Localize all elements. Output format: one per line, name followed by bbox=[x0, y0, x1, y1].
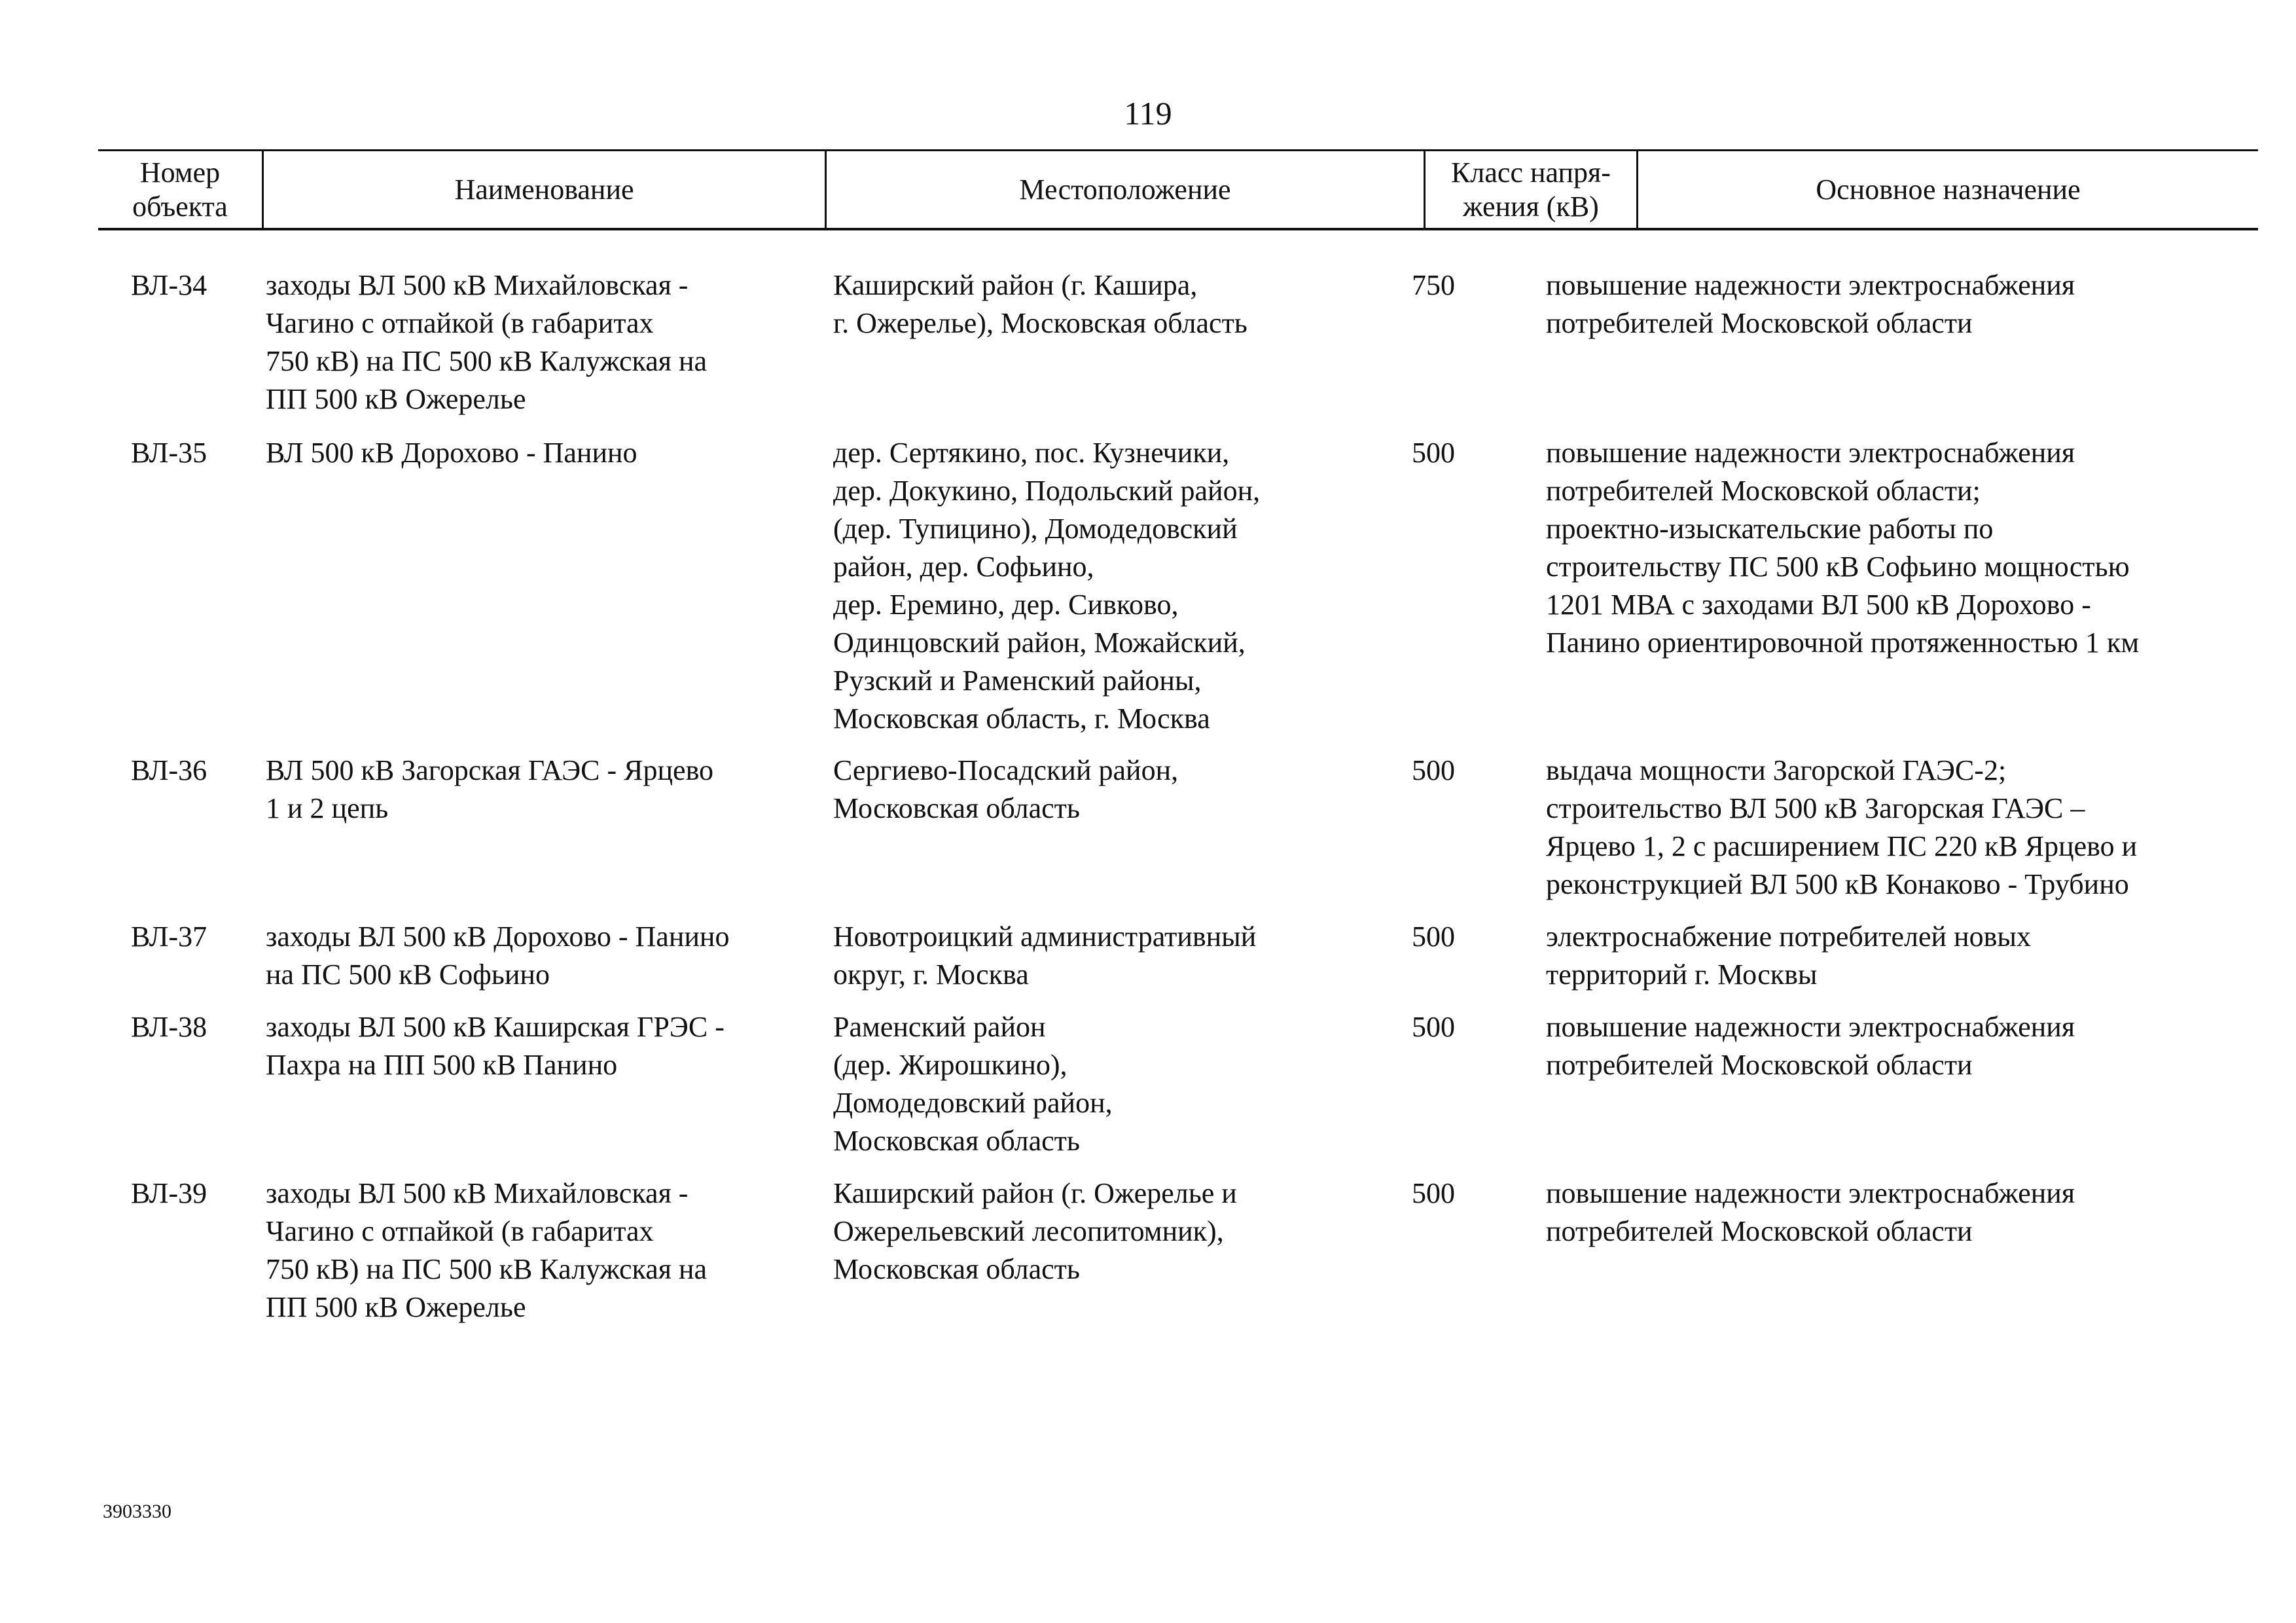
object-name: ВЛ 500 кВ Дорохово - Панино bbox=[266, 437, 637, 469]
header-purpose: Основное назначение bbox=[1816, 173, 2081, 206]
object-location: Новотроицкий административный округ, г. Москва bbox=[833, 921, 1257, 991]
object-number: ВЛ-35 bbox=[131, 437, 207, 469]
object-voltage: 750 bbox=[1412, 269, 1455, 301]
document-code: 3903330 bbox=[103, 1501, 171, 1522]
page-number: 119 bbox=[1124, 95, 1172, 132]
object-purpose: выдача мощности Загорской ГАЭС-2; строительство ВЛ 500 кВ Загорская ГАЭС – Ярцево 1, 2 с расширением ПС 220 кВ Ярцево и реконструкцией ВЛ 500 кВ Конаково - Трубино bbox=[1546, 754, 2138, 900]
object-location: дер. Сертякино, пос. Кузнечики, дер. Докукино, Подольский район, (дер. Тупицино), Домодедовский район, дер. Софьино, дер. Еремино, дер. Сивково, Одинцовский район, Можайский, Рузский и Раменский районы, Московская область, г. Москва bbox=[833, 437, 1261, 735]
object-location: Каширский район (г. Кашира, г. Ожерелье), Московская область bbox=[833, 269, 1247, 339]
object-location: Раменский район (дер. Жирошкино), Домодедовский район, Московская область bbox=[833, 1011, 1113, 1157]
object-purpose: повышение надежности электроснабжения потребителей Московской области bbox=[1546, 269, 2075, 339]
object-number: ВЛ-36 bbox=[131, 754, 207, 786]
object-voltage: 500 bbox=[1412, 754, 1455, 786]
object-name: ВЛ 500 кВ Загорская ГАЭС - Ярцево 1 и 2 цепь bbox=[266, 754, 714, 824]
object-location: Сергиево-Посадский район, Московская область bbox=[833, 754, 1179, 824]
object-location: Каширский район (г. Ожерелье и Ожерельевский лесопитомник), Московская область bbox=[833, 1177, 1237, 1285]
object-voltage: 500 bbox=[1412, 1011, 1455, 1043]
object-name: заходы ВЛ 500 кВ Михайловская - Чагино с отпайкой (в габаритах 750 кВ) на ПС 500 кВ Калужская на ПП 500 кВ Ожерелье bbox=[266, 1177, 708, 1323]
header-name: Наименование bbox=[454, 173, 634, 206]
object-number: ВЛ-38 bbox=[131, 1011, 207, 1043]
object-name: заходы ВЛ 500 кВ Дорохово - Панино на ПС 500 кВ Софьино bbox=[266, 921, 730, 991]
object-purpose: повышение надежности электроснабжения потребителей Московской области bbox=[1546, 1011, 2075, 1081]
header-location: Местоположение bbox=[1019, 173, 1231, 206]
table-header bbox=[98, 149, 2258, 230]
object-purpose: повышение надежности электроснабжения потребителей Московской области bbox=[1546, 1177, 2075, 1247]
object-name: заходы ВЛ 500 кВ Михайловская - Чагино с отпайкой (в габаритах 750 кВ) на ПС 500 кВ Калужская на ПП 500 кВ Ожерелье bbox=[266, 269, 708, 415]
object-number: ВЛ-34 bbox=[131, 269, 207, 301]
object-purpose: повышение надежности электроснабжения потребителей Московской области; проектно-изыскательские работы по строительству ПС 500 кВ Софьино мощностью 1201 МВА с заходами ВЛ 500 кВ Дорохово - Панино ориентировочной протяженностью 1 км bbox=[1546, 437, 2140, 659]
object-voltage: 500 bbox=[1412, 921, 1455, 953]
header-voltage: Класс напря- жения (кВ) bbox=[1451, 156, 1611, 223]
object-number: ВЛ-39 bbox=[131, 1177, 207, 1209]
object-purpose: электроснабжение потребителей новых территорий г. Москвы bbox=[1546, 921, 2031, 991]
object-number: ВЛ-37 bbox=[131, 921, 207, 953]
object-name: заходы ВЛ 500 кВ Каширская ГРЭС - Пахра на ПП 500 кВ Панино bbox=[266, 1011, 725, 1081]
object-voltage: 500 bbox=[1412, 437, 1455, 469]
header-number: Номер объекта bbox=[132, 156, 228, 223]
object-voltage: 500 bbox=[1412, 1177, 1455, 1209]
